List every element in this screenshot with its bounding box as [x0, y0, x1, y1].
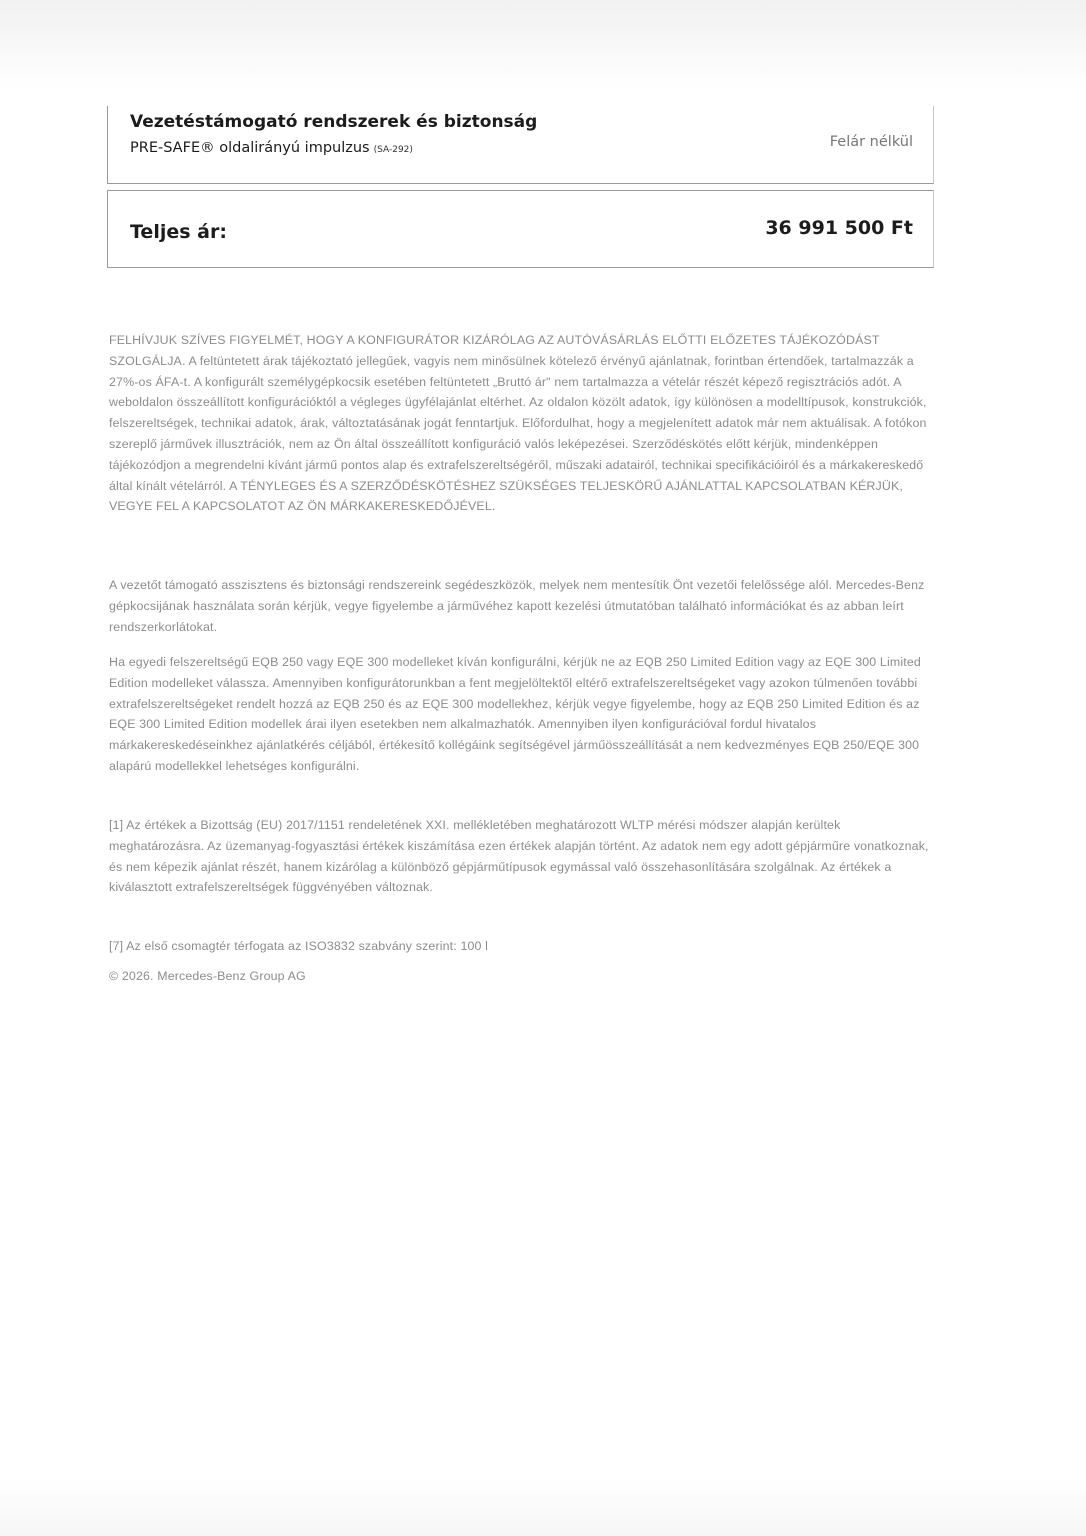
- option-item: [130, 140, 413, 156]
- footnote-luggage: [7] Az első csomagtér térfogata az ISO3832 szabvány szerint: 100 l: [109, 939, 489, 953]
- disclaimer-assistance: A vezetőt támogató asszisztens és biztonsági rendszereink segédeszközök, melyek nem mentesítik Önt vezetői felelőssége alól. Mercedes-Benz gépkocsijának használata során kérjük, vegye figyelembe a járművéhez kapott kezelési útmutatóban található információkat és az abban leírt rendszerkorlátokat.: [109, 578, 925, 634]
- disclaimer-configurator: FELHÍVJUK SZÍVES FIGYELMÉT, HOGY A KONFIGURÁTOR KIZÁRÓLAG AZ AUTÓVÁSÁRLÁS ELŐTTI ELŐZETES TÁJÉKOZÓDÁST SZOLGÁLJA. A feltüntetett árak tájékoztató jellegűek, vagyis nem minősülnek kötelező érvényű ajánlatnak, forintban értendőek, tartalmazzák a 27%-os ÁFA-t. A konfigurált személygépkocsik esetében feltüntetett „Bruttó ár" nem tartalmazza a vételár részét képező regisztrációs adót. A weboldalon összeállított konfigurációktól a végleges ügyfélajánlat eltérhet. Az oldalon közölt adatok, így különösen a modelltípusok, konstrukciók, felszereltségek, technikai adatok, árak, változtatásának jogát fenntartjuk. Előfordulhat, hogy a megjelenített adatok már nem aktuálisak. A fotókon szereplő járművek illusztrációk, nem az Ön által összeállított konfiguráció valós leképezései. Szerződéskötés előtt kérjük, mindenképpen tájékozódjon a megrendelni kívánt jármű pontos alap és extrafelszereltségéről, műszaki adatairól, technikai specifikációiról és a márkakereskedő által kínált vételárról. A TÉNYLEGES ÉS A SZERZŐDÉSKÖTÉSHEZ SZÜKSÉGES TELJESKÖRŰ AJÁNLATTAL KAPCSOLATBAN KÉRJÜK, VEGYE FEL A KAPCSOLATOT AZ ÖN MÁRKAKERESKEDŐJÉVEL.: [109, 333, 927, 514]
- options-box: [107, 106, 934, 184]
- footnote-wltp: [1] Az értékek a Bizottság (EU) 2017/1151 rendeletének XXI. mellékletében meghatározott WLTP mérési módszer alapján kerültek meghatározásra. Az üzemanyag-fogyasztási értékek kiszámítása ezen értékek alapján történt. Az adatok nem egy adott gépjárműre vonatkoznak, és nem képezik ajánlat részét, hanem kizárólag a különböző gépjárműtípusok egymással való összehasonlítására szolgálnak. Az értékek a kiválasztott extrafelszereltségek függvényében változnak.: [109, 818, 929, 895]
- option-price: Felár nélkül: [829, 134, 913, 150]
- disclaimer-limited-edition: Ha egyedi felszereltségű EQB 250 vagy EQE 300 modelleket kíván konfigurálni, kérjük ne az EQB 250 Limited Edition vagy az EQE 300 Limited Edition modelleket válassza. Amennyiben konfigurátorunkban a fent megjelöltektől eltérő extrafelszereltségeket vagy azokon túlmenően további extrafelszereltségeket rendelt hozzá az EQB 250 és az EQE 300 modellekhez, kérjük vegye figyelembe, hogy az EQB 250 Limited Edition és az EQE 300 Limited Edition modellek árai ilyen esetekben nem alkalmazhatók. Amennyiben ilyen konfigurációval fordul hivatalos márkakereskedéseinkhez ajánlatkérés céljából, értékesítő kollégáink segítségével járműösszeállítását a nem kedvezményes EQB 250/EQE 300 alapárú modellekkel lehetséges konfigurálni.: [109, 655, 921, 773]
- option-name: PRE-SAFE® oldalirányú impulzus: [130, 140, 370, 156]
- total-box: [107, 190, 934, 268]
- option-code: (SA-292): [373, 145, 413, 155]
- total-label: Teljes ár:: [130, 221, 227, 243]
- category-title: Vezetéstámogató rendszerek és biztonság: [130, 112, 538, 132]
- copyright: © 2026. Mercedes-Benz Group AG: [109, 969, 306, 983]
- total-value: 36 991 500 Ft: [765, 217, 913, 239]
